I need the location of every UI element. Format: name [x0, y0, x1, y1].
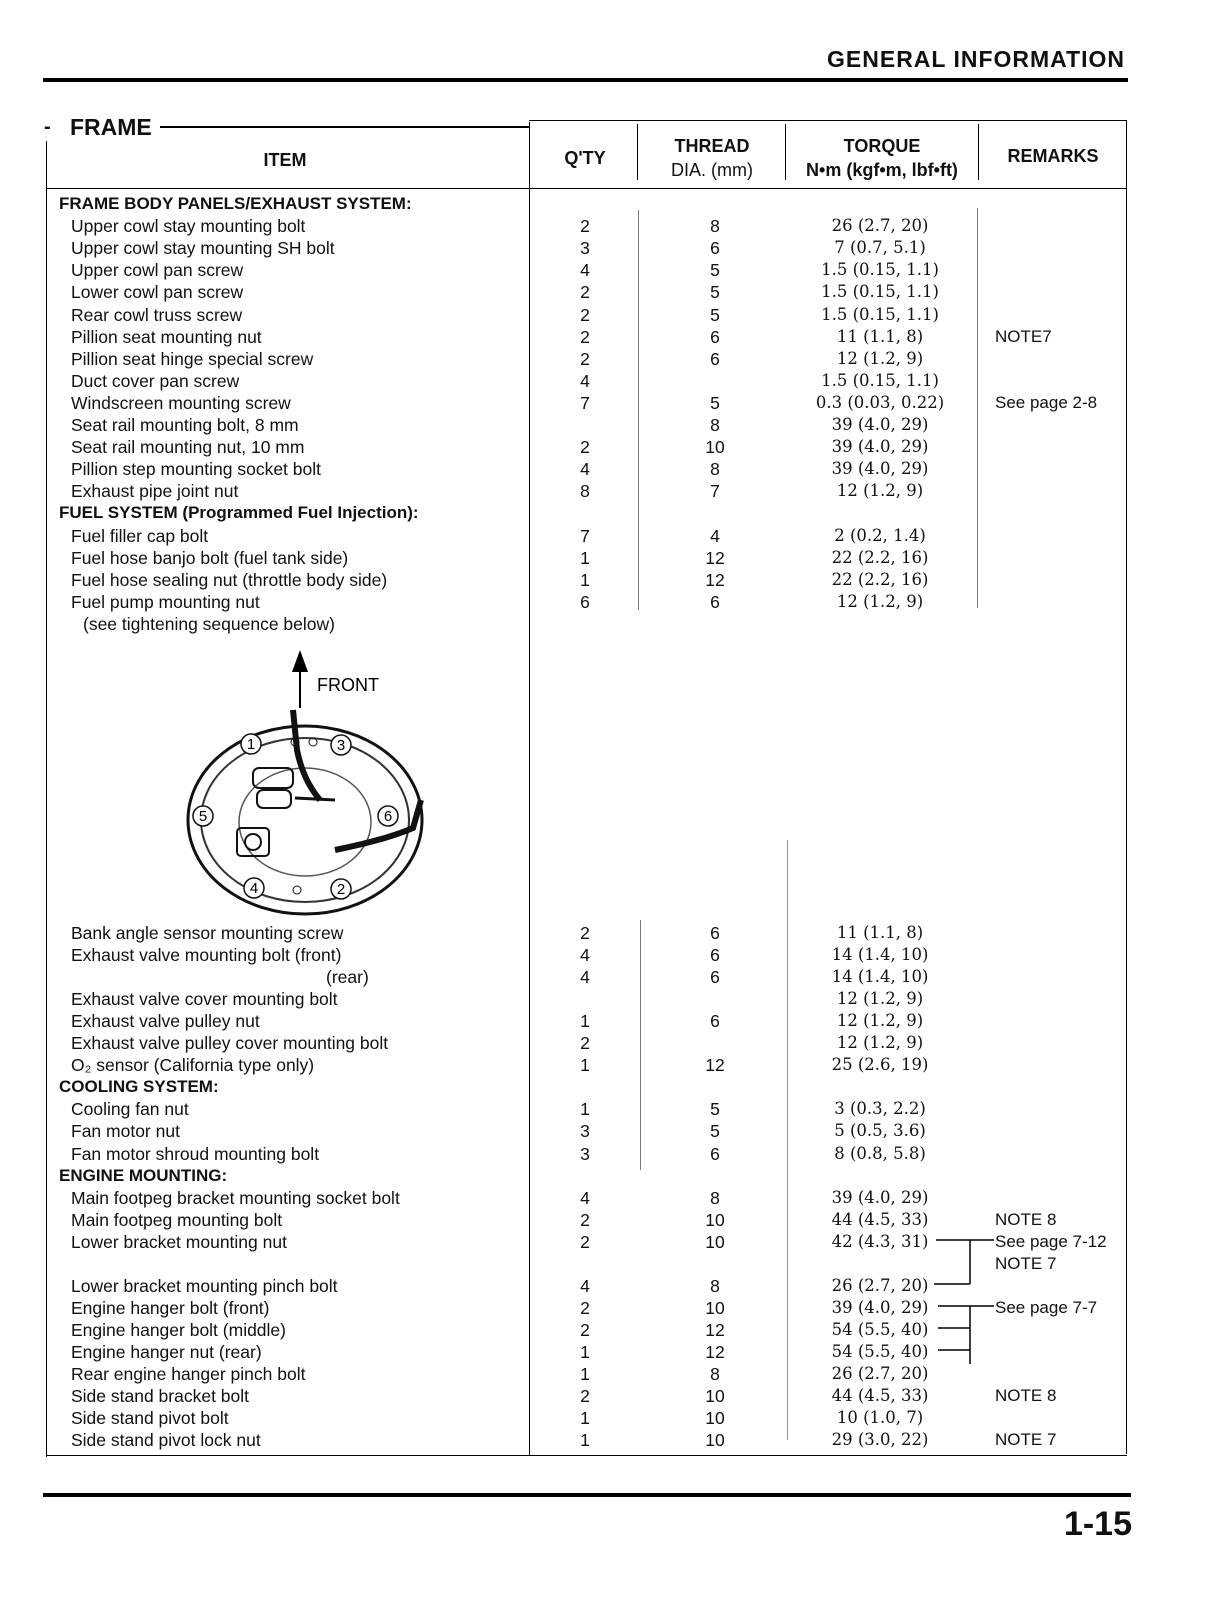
- table-row: [0, 436, 1220, 458]
- col-header-torque-line2: N•m (kgf•m, lbf•ft): [806, 160, 958, 180]
- torque-cell: 2 (0.2, 1.4): [834, 525, 926, 545]
- item-cell: (rear): [326, 967, 369, 988]
- col-header-qty: Q'TY: [564, 148, 606, 168]
- table-row: [0, 370, 1220, 392]
- torque-cell: 8 (0.8, 5.8): [834, 1143, 926, 1163]
- item-cell: Lower bracket mounting nut: [71, 1231, 287, 1252]
- bolt-number-4: 4: [249, 880, 259, 897]
- thread-cell: 6: [710, 923, 720, 943]
- torque-cell: 12 (1.2, 9): [836, 348, 924, 368]
- table-row: [0, 414, 1220, 436]
- pump-body: [239, 768, 371, 876]
- item-cell: O₂ sensor (California type only): [71, 1055, 315, 1076]
- section-heading-row: [0, 502, 1220, 524]
- item-cell: Exhaust pipe joint nut: [71, 481, 239, 502]
- qty-cell: 1: [580, 1099, 590, 1120]
- table-row: [0, 1385, 1220, 1407]
- table-row: [0, 304, 1220, 326]
- qty-cell: 2: [580, 1297, 590, 1318]
- table-row: [0, 1032, 1220, 1054]
- item-cell: Exhaust valve pulley cover mounting bolt: [71, 1033, 389, 1054]
- remarks-cell: See page 7-12: [995, 1231, 1107, 1251]
- thread-cell: 10: [705, 1386, 725, 1407]
- thread-cell: 6: [710, 238, 720, 259]
- thread-cell: 8: [710, 459, 720, 480]
- item-cell: Fan motor nut: [71, 1121, 180, 1142]
- torque-cell: 39 (4.0, 29): [831, 1297, 929, 1317]
- torque-cell: 5 (0.5, 3.6): [834, 1121, 926, 1141]
- bolt-number-3: 3: [336, 737, 346, 754]
- item-cell: Upper cowl stay mounting bolt: [71, 216, 306, 237]
- table-row: [0, 480, 1220, 502]
- table-row: [0, 392, 1220, 414]
- item-cell: (see tightening sequence below): [83, 613, 335, 634]
- torque-cell: 1.5 (0.15, 1.1): [821, 282, 939, 302]
- qty-cell: 2: [580, 326, 590, 347]
- qty-cell: 2: [580, 437, 590, 458]
- table-row: [0, 569, 1220, 591]
- bolt-number-2: 2: [336, 881, 346, 898]
- qty-cell: 3: [580, 1121, 590, 1142]
- torque-cell: 44 (4.5, 33): [831, 1209, 929, 1229]
- item-cell: Exhaust valve pulley nut: [71, 1011, 260, 1032]
- thread-cell: 12: [705, 569, 725, 590]
- torque-cell: 11 (1.1, 8): [836, 923, 924, 942]
- col-header-thread: [648, 134, 776, 182]
- pump-flange-inner: [198, 738, 409, 902]
- table-row: [0, 1275, 1220, 1297]
- item-cell: Seat rail mounting nut, 10 mm: [71, 437, 305, 458]
- qty-cell: 2: [580, 1231, 590, 1252]
- remarks-cell: See page 2-8: [995, 392, 1098, 412]
- table-row: [0, 1231, 1220, 1253]
- item-cell: Side stand bracket bolt: [71, 1386, 250, 1407]
- qty-cell: 2: [580, 282, 590, 303]
- section-title: FRAME: [70, 114, 152, 140]
- item-cell: Pillion step mounting socket bolt: [71, 459, 321, 480]
- qty-cell: 4: [580, 945, 590, 966]
- table-top-border: [529, 120, 1127, 121]
- thread-cell: 7: [710, 481, 720, 502]
- torque-cell: 25 (2.6, 19): [831, 1055, 929, 1075]
- item-cell: Side stand pivot bolt: [71, 1408, 229, 1429]
- qty-cell: 4: [580, 1275, 590, 1296]
- item-cell: COOLING SYSTEM:: [59, 1077, 219, 1097]
- item-cell: FRAME BODY PANELS/EXHAUST SYSTEM:: [59, 194, 412, 213]
- front-arrow-icon: [292, 650, 308, 672]
- torque-cell: 12 (1.2, 9): [836, 591, 924, 611]
- thread-cell: 10: [705, 1209, 725, 1230]
- qty-cell: 1: [580, 1364, 590, 1384]
- qty-cell: 2: [580, 216, 590, 237]
- thread-cell: 6: [710, 326, 720, 347]
- item-cell: Seat rail mounting bolt, 8 mm: [71, 415, 299, 435]
- qty-cell: 4: [580, 260, 590, 281]
- torque-cell: 1.5 (0.15, 1.1): [821, 304, 939, 324]
- item-cell: Rear engine hanger pinch bolt: [71, 1364, 306, 1384]
- torque-cell: 39 (4.0, 29): [831, 1187, 929, 1207]
- header-title: GENERAL INFORMATION: [827, 46, 1125, 72]
- item-cell: Exhaust valve mounting bolt (front): [71, 945, 342, 966]
- qty-cell: 3: [580, 238, 590, 259]
- torque-cell: 26 (2.7, 20): [831, 1275, 929, 1295]
- item-cell: Windscreen mounting screw: [71, 392, 291, 413]
- thread-cell: 8: [710, 1275, 720, 1296]
- qty-cell: 4: [580, 370, 590, 391]
- connector-shape: [253, 768, 293, 788]
- table-row: [0, 237, 1220, 259]
- qty-cell: 3: [580, 1143, 590, 1164]
- qty-cell: 2: [580, 304, 590, 325]
- table-row: [0, 348, 1220, 370]
- table-row: [0, 1120, 1220, 1142]
- item-cell: Pillion seat mounting nut: [71, 326, 262, 347]
- torque-cell: 14 (1.4, 10): [831, 945, 929, 965]
- item-cell: Main footpeg mounting bolt: [71, 1209, 283, 1230]
- qty-cell: 2: [580, 1033, 590, 1054]
- section-heading-row: [0, 193, 1220, 215]
- table-row: [0, 988, 1220, 1010]
- table-row: [0, 1143, 1220, 1165]
- item-cell: Duct cover pan screw: [71, 370, 240, 391]
- qty-cell: 4: [580, 459, 590, 480]
- item-cell: Main footpeg bracket mounting socket bolt: [71, 1187, 400, 1208]
- item-cell: Fuel pump mounting nut: [71, 591, 260, 612]
- table-row: [0, 1010, 1220, 1032]
- bolt-number-1: 1: [246, 736, 256, 753]
- table-row: [0, 1341, 1220, 1363]
- item-cell: Exhaust valve cover mounting bolt: [71, 989, 338, 1010]
- table-row: [0, 591, 1220, 613]
- thread-cell: 8: [710, 216, 720, 237]
- thread-cell: 5: [710, 1121, 720, 1142]
- torque-cell: 10 (1.0, 7): [836, 1408, 924, 1428]
- thread-cell: 12: [705, 1319, 725, 1340]
- qty-cell: 2: [580, 1386, 590, 1407]
- torque-cell: 12 (1.2, 9): [836, 1033, 924, 1053]
- item-cell: ENGINE MOUNTING:: [59, 1165, 228, 1185]
- item-cell: Pillion seat hinge special screw: [71, 348, 314, 369]
- qty-cell: 2: [580, 1209, 590, 1230]
- item-cell: Fuel filler cap bolt: [71, 525, 209, 546]
- thread-cell: 6: [710, 1011, 720, 1032]
- table-row: [0, 215, 1220, 237]
- table-row: [0, 458, 1220, 480]
- qty-cell: 4: [580, 967, 590, 988]
- section-heading-row: [0, 1165, 1220, 1187]
- item-cell: Lower bracket mounting pinch bolt: [71, 1275, 338, 1296]
- item-cell: Upper cowl stay mounting SH bolt: [71, 238, 335, 259]
- torque-cell: 11 (1.1, 8): [836, 326, 924, 346]
- table-row: [0, 1054, 1220, 1076]
- remarks-cell: NOTE 7: [995, 1430, 1057, 1450]
- thread-cell: 6: [710, 945, 720, 966]
- col-header-thread-line2: DIA. (mm): [671, 160, 753, 180]
- bolt-number-5: 5: [198, 808, 208, 825]
- thread-cell: 12: [705, 547, 725, 568]
- table-row: [0, 1253, 1220, 1275]
- col-header-remarks: REMARKS: [1007, 146, 1099, 166]
- table-row: [0, 259, 1220, 281]
- table-row: [0, 944, 1220, 966]
- table-row: [0, 1429, 1220, 1451]
- qty-cell: 1: [580, 569, 590, 590]
- thread-cell: 6: [710, 591, 720, 612]
- torque-cell: 7 (0.7, 5.1): [834, 238, 926, 258]
- thread-cell: 8: [710, 1364, 720, 1384]
- torque-cell: 54 (5.5, 40): [831, 1341, 929, 1361]
- qty-cell: 7: [580, 392, 590, 413]
- harness-wire: [293, 710, 320, 800]
- item-cell: Bank angle sensor mounting screw: [71, 923, 344, 943]
- table-row: [0, 1407, 1220, 1429]
- section-dash: -: [44, 116, 51, 138]
- thread-cell: 5: [710, 392, 720, 413]
- thread-cell: 10: [705, 1297, 725, 1318]
- item-cell: Fan motor shroud mounting bolt: [71, 1143, 320, 1164]
- item-cell: Engine hanger nut (rear): [71, 1341, 262, 1362]
- item-cell: Fuel hose banjo bolt (fuel tank side): [71, 547, 349, 568]
- thread-cell: 10: [705, 437, 725, 458]
- table-bottom-border: [46, 1455, 1127, 1456]
- footer-rule: [43, 1493, 1131, 1497]
- torque-cell: 54 (5.5, 40): [831, 1319, 929, 1339]
- torque-cell: 3 (0.3, 2.2): [834, 1099, 926, 1119]
- table-header-rule: [46, 188, 1127, 189]
- thread-cell: 6: [710, 967, 720, 988]
- remarks-bracket: [930, 1236, 1000, 1366]
- torque-cell: 26 (2.7, 20): [831, 216, 929, 236]
- qty-cell: 1: [580, 1055, 590, 1076]
- torque-cell: 39 (4.0, 29): [831, 415, 929, 434]
- col-header-thread-line1: THREAD: [674, 136, 750, 156]
- header-divider-torque: [978, 124, 979, 180]
- item-cell: Rear cowl truss screw: [71, 304, 243, 325]
- item-cell: Upper cowl pan screw: [71, 260, 244, 281]
- torque-cell: 29 (3.0, 22): [831, 1430, 929, 1450]
- torque-cell: 44 (4.5, 33): [831, 1386, 929, 1406]
- col-header-torque: [790, 134, 974, 182]
- torque-cell: 14 (1.4, 10): [831, 967, 929, 987]
- fuel-pump-tightening-figure: [185, 650, 445, 920]
- table-row: [0, 547, 1220, 569]
- torque-cell: 12 (1.2, 9): [836, 481, 924, 501]
- item-cell: Cooling fan nut: [71, 1099, 189, 1120]
- thread-cell: 10: [705, 1430, 725, 1451]
- thread-cell: 12: [705, 1055, 725, 1076]
- page-number: 1-15: [1063, 1505, 1132, 1543]
- qty-cell: 1: [580, 1341, 590, 1362]
- table-row: [0, 966, 1220, 988]
- table-row: [0, 1319, 1220, 1341]
- thread-cell: 5: [710, 282, 720, 303]
- qty-cell: 6: [580, 591, 590, 612]
- qty-cell: 2: [580, 348, 590, 369]
- thread-cell: 6: [710, 348, 720, 369]
- col-header-item: ITEM: [263, 150, 307, 170]
- table-row: [0, 1098, 1220, 1120]
- item-cell: Engine hanger bolt (middle): [71, 1319, 286, 1340]
- torque-cell: 22 (2.2, 16): [831, 569, 929, 589]
- thread-cell: 10: [705, 1231, 725, 1252]
- remarks-cell: NOTE 8: [995, 1386, 1057, 1406]
- thread-cell: 12: [705, 1341, 725, 1362]
- table-row: [0, 326, 1220, 348]
- torque-cell: 42 (4.3, 31): [831, 1231, 929, 1251]
- qty-cell: 2: [580, 923, 590, 943]
- torque-cell: 26 (2.7, 20): [831, 1364, 929, 1383]
- qty-cell: 2: [580, 1319, 590, 1340]
- item-cell: Lower cowl pan screw: [71, 282, 244, 303]
- torque-cell: 1.5 (0.15, 1.1): [821, 260, 939, 280]
- remarks-cell: NOTE 7: [995, 1253, 1057, 1273]
- item-cell: Engine hanger bolt (front): [71, 1297, 270, 1318]
- thread-cell: 5: [710, 260, 720, 281]
- torque-cell: 12 (1.2, 9): [836, 989, 924, 1009]
- torque-cell: 12 (1.2, 9): [836, 1011, 924, 1031]
- table-row: [0, 922, 1220, 944]
- qty-cell: 4: [580, 1187, 590, 1208]
- qty-cell: 7: [580, 525, 590, 546]
- header-rule: [43, 78, 1128, 82]
- remarks-cell: See page 7-7: [995, 1297, 1098, 1317]
- header-divider-thread: [785, 124, 786, 180]
- figure-front-label: FRONT: [317, 675, 379, 695]
- table-row: [0, 1209, 1220, 1231]
- qty-cell: 1: [580, 547, 590, 568]
- torque-cell: 22 (2.2, 16): [831, 547, 929, 567]
- remarks-cell: NOTE7: [995, 326, 1052, 346]
- section-title-rule: [160, 126, 530, 128]
- thread-cell: 8: [710, 1187, 720, 1208]
- thread-cell: 6: [710, 1143, 720, 1164]
- item-cell: Fuel hose sealing nut (throttle body side): [71, 569, 388, 590]
- item-cell: FUEL SYSTEM (Programmed Fuel Injection):: [59, 503, 419, 523]
- thread-cell: 5: [710, 1099, 720, 1120]
- thread-cell: 4: [710, 525, 720, 546]
- torque-cell: 0.3 (0.03, 0.22): [815, 392, 945, 412]
- table-row: [0, 1187, 1220, 1209]
- item-cell: Side stand pivot lock nut: [71, 1430, 261, 1451]
- col-header-torque-line1: TORQUE: [843, 136, 921, 156]
- qty-cell: 1: [580, 1408, 590, 1429]
- table-row: [0, 613, 1220, 635]
- thread-cell: 5: [710, 304, 720, 325]
- torque-cell: 1.5 (0.15, 1.1): [821, 370, 939, 390]
- torque-cell: 39 (4.0, 29): [831, 437, 929, 457]
- remarks-cell: NOTE 8: [995, 1209, 1057, 1229]
- torque-cell: 39 (4.0, 29): [831, 459, 929, 479]
- table-row: [0, 525, 1220, 547]
- table-row: [0, 1363, 1220, 1385]
- thread-cell: 10: [705, 1408, 725, 1429]
- header-divider-qty: [637, 124, 638, 180]
- table-row: [0, 281, 1220, 303]
- qty-cell: 8: [580, 481, 590, 502]
- bolt-number-6: 6: [383, 808, 393, 825]
- section-heading-row: [0, 1076, 1220, 1098]
- thread-cell: 8: [710, 415, 720, 435]
- qty-cell: 1: [580, 1430, 590, 1451]
- table-row: [0, 1297, 1220, 1319]
- outlet-fitting: [237, 828, 269, 856]
- qty-cell: 1: [580, 1011, 590, 1032]
